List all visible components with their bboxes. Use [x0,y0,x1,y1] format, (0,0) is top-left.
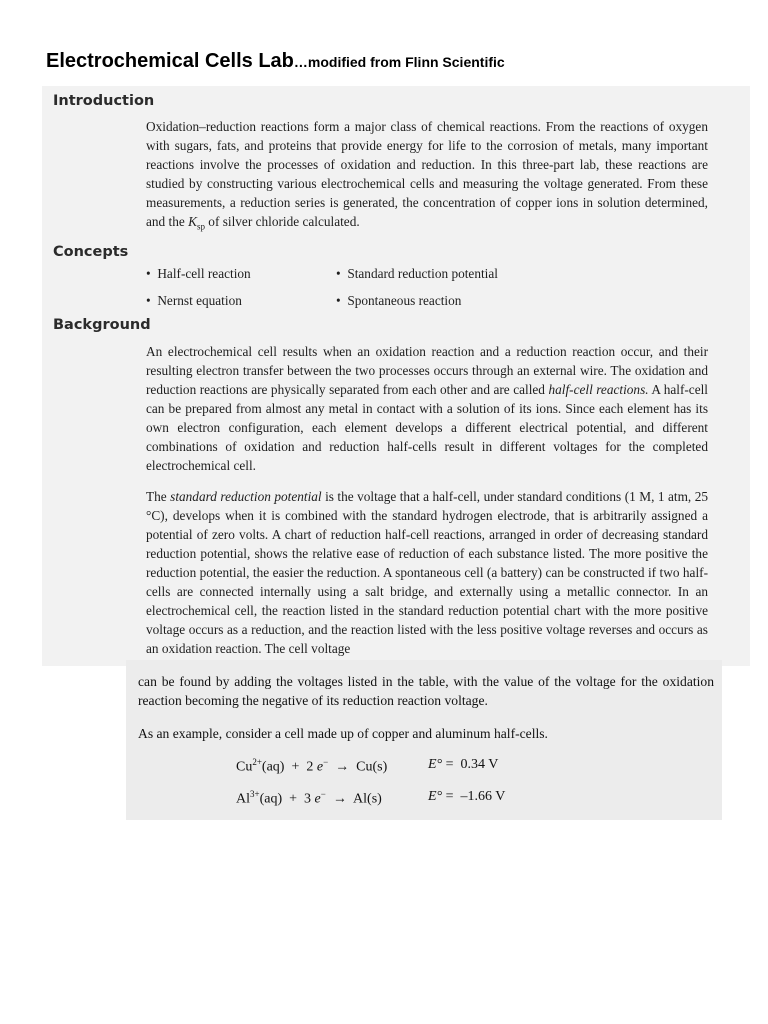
equation-copper-potential: E° = 0.34 V [428,757,499,772]
concept-item: • Nernst equation [146,293,242,308]
ksp-symbol: K [188,214,197,229]
title-main: Electrochemical Cells Lab [46,50,294,72]
intro-text-1: Oxidation–reduction reactions form a major class of chemical reactions. From the reactions of oxygen with sugars, fats, and proteins that provide energy for life to the corrosion of metals, many important reactions involve the processes of oxidation and reduction. In this three-part lab, these reactions are studied by constructing various electrochemical cells and measuring the voltage generated. From these measurements, a reduction series is generated, the concentration of copper ions in solution determined, and the [146,119,708,229]
background-paragraph-4: As an example, consider a cell made up of copper and aluminum half-cells. [138,726,548,741]
introduction-paragraph [146,117,708,237]
term-half-cell-reactions: half-cell reactions. [548,382,649,397]
title-subtitle: …modified from Flinn Scientific [293,54,505,70]
background-paragraph-3: can be found by adding the voltages listed in the table, with the value of the voltage for the oxidation reaction becoming the negative of its reduction reaction voltage. [138,674,714,708]
document-title [46,50,505,73]
background-heading: Background [53,317,151,333]
introduction-heading: Introduction [53,93,155,109]
intro-text-2: of silver chloride calculated. [204,214,360,229]
equation-aluminum: $Al^{3+}(aq) + 3$ e− → Al(s) [236,789,382,807]
concept-item: • Spontaneous reaction [336,293,462,308]
term-standard-reduction-potential: standard reduction potential [170,489,322,504]
background-paragraph-2: The standard reduction potential is the voltage that a half-cell, under standard conditions (1 M, 1 atm, 25 °C), develops when it is combined with the standard hydrogen electrode, that is arbitrarily assigned a potential of zero volts. A chart of reduction half-cell reactions, arranged in order of decreasing standard reduction potential, shows the relative ease of reduction of each substance listed. The more positive the reduction potential, the easier the reduction. A spontaneous cell (a battery) can be constructed if two half-cells are connected internally using a salt bridge, and externally using a metallic connector. In an electrochemical cell, the reaction listed in the standard reduction potential chart with the more positive voltage occurs as a reduction, and the reaction listed with the less positive voltage reverses and occurs as an oxidation reaction. The cell voltage [146,489,708,656]
ksp-subscript: sp [196,221,205,232]
background-paragraph-1: An electrochemical cell results when an oxidation reaction and a reduction reaction occur, and their resulting electron transfer between the two processes occurs through an external wire. The oxidation and reduction reactions are physically separated from each other and are called half-cell reactions. A half-cell can be prepared from almost any metal in contact with a solution of its ions. Since each element has its own electron configuration, each element develops a different electrical potential, and different combinations of oxidation and reduction half-cells result in different voltages for the completed electrochemical cell. [146,344,708,473]
equation-aluminum-potential: E° = –1.66 V [428,789,506,804]
concepts-heading: Concepts [53,244,129,260]
concept-item: • Half-cell reaction [146,266,251,281]
concept-item: • Standard reduction potential [336,266,498,281]
equation-copper: $Cu^{2+}(aq) + 2$ e− → Cu(s) [236,757,388,775]
